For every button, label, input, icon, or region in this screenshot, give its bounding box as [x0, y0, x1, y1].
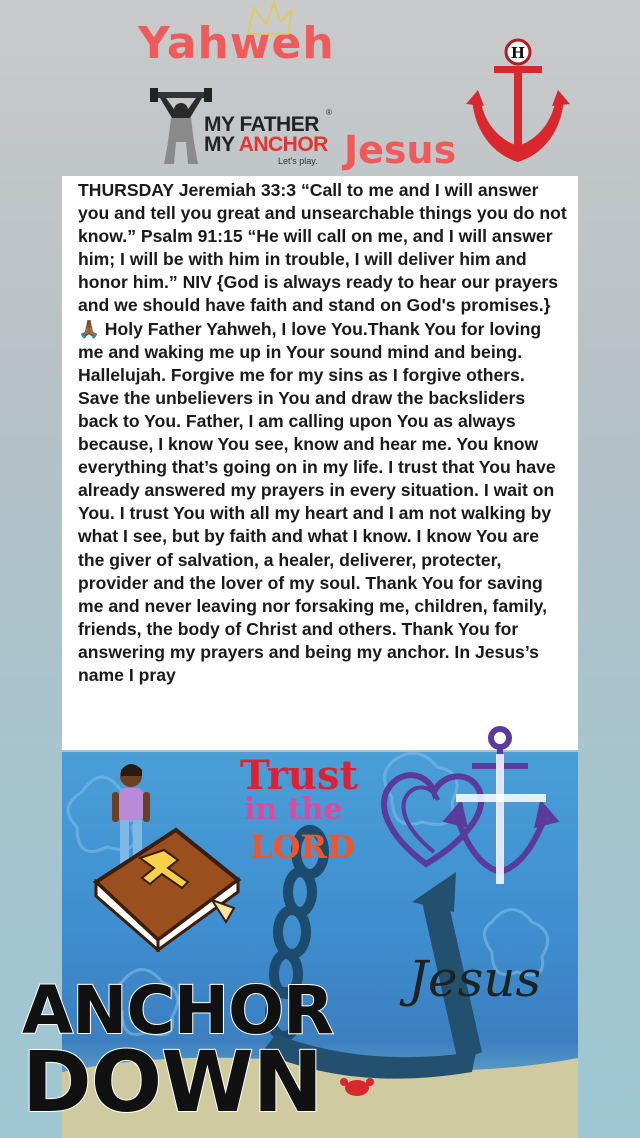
crown-icon: [240, 0, 300, 40]
anchor-down-caption: [22, 972, 333, 1131]
jesus-title: Jesus: [344, 128, 457, 172]
anchor-icon: [466, 38, 570, 164]
heart-cross-anchor: [376, 724, 576, 894]
prayer-text: THURSDAY Jeremiah 33:3 “Call to me and I will answer you and tell you great and unsearchable things you do not know.” Psalm 91:15 “He will call on me, and I will answer him; I will be with him in trouble, I will deliver him and honor him.” NIV {God is always ready to hear our prayers and we should have faith and stand on God's promises.} 🙏🏾 Holy Father Yahweh, I love You.Thank You for loving me and waking me up in Your sound mind and being. Hallelujah. Forgive me for my sins as I forgive others. Save the unbelievers in You and draw the backsliders back to You. Father, I am calling upon You as always because, I know You see, know and hear me. You know everything that’s going on in my life. I trust that You have already answered my prayers in every situation. I wait on You. I trust You with all my heart and I am not walking by what I see, but by faith and what I know. I know You are the giver of salvation, a healer, deliverer, protecter, provider and the lover of my soul. Thank You for saving me and never leaving nor forsaking me, children, family, friends, the body of Christ and others. Thank You for answering my prayers and being my anchor. In Jesus’s name I pray: [78, 180, 567, 685]
logo-line2-b: ANCHOR: [238, 133, 328, 156]
trust-line3: LORD: [250, 828, 355, 866]
logo-line1: MY FATHER: [204, 113, 319, 136]
bible-icon: [92, 822, 242, 952]
weightlifter-icon: [150, 88, 212, 166]
logo-registered-mark: ®: [326, 108, 332, 117]
trust-line2: in the: [244, 792, 343, 827]
yahweh-title: Yahweh: [138, 18, 335, 69]
logo-tagline: Let's play.: [278, 156, 318, 166]
prayer-card: [62, 176, 578, 750]
trust-in-the-lord-sticker: [236, 752, 359, 872]
anchor-badge-letter: H: [510, 44, 526, 62]
white-cross-bar: [456, 794, 546, 802]
white-cross: [496, 754, 504, 884]
jesus-scene-label: Jesus: [408, 950, 542, 1008]
trust-line1: Trust: [240, 752, 359, 799]
my-father-my-anchor-logo: [150, 84, 340, 168]
anchor-down-line1: ANCHOR: [22, 972, 333, 1049]
logo-line2: [204, 134, 328, 155]
logo-line2-a: MY: [204, 133, 239, 156]
anchor-down-line2: DOWN: [22, 1033, 323, 1131]
